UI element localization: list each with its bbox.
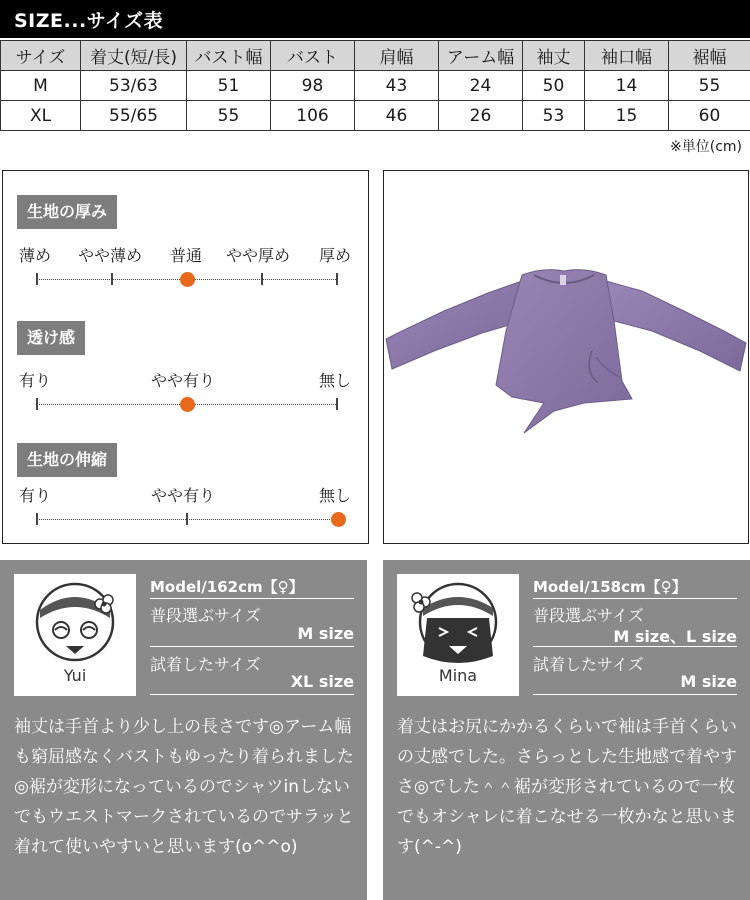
table-cell: M [1,71,81,101]
product-photo-panel [383,170,749,544]
scale-text: 薄め [19,246,52,265]
column-header: 袖丈 [523,41,585,71]
scale-tick [36,398,38,410]
avatar [14,574,136,696]
table-cell: 55 [669,71,750,101]
column-header: アーム幅 [439,41,523,71]
scale-tick [36,273,38,285]
tried-size-label: 試着したサイズ [533,655,644,674]
sheerness-indicator-dot [180,397,195,412]
usual-size-label: 普段選ぶサイズ [150,606,261,625]
tried-size-value: M size [680,672,737,691]
fabric-panel [2,170,369,544]
table-cell: 60 [669,101,750,131]
table-cell: 43 [355,71,439,101]
column-header: 裾幅 [669,41,750,71]
model-comment: 着丈はお尻にかかるくらいで袖は手首くらいの丈感でした。さらっとした生地感で着やすさ◎でした＾＾裾が変形されているので一枚でもオシャレに着こなせる一枚かなと思います(^-^) [397,717,737,857]
unit-note: ※単位(cm) [670,139,742,155]
usual-size-label: 普段選ぶサイズ [533,606,644,625]
scale-text: 普通 [170,246,203,265]
divider [150,694,354,695]
scale-tick [336,273,338,285]
scale-tick [111,273,113,285]
model-card-mina [383,560,750,900]
scale-tick [36,513,38,525]
table-cell: 46 [355,101,439,131]
fabric-sheerness-label: 透け感 [17,321,85,355]
divider [150,598,354,599]
table-cell: 15 [585,101,669,131]
table-cell: 106 [271,101,355,131]
model-height-heading: Model/158cm【♀】 [533,578,687,596]
table-cell: 14 [585,71,669,101]
model-card-yui [0,560,367,900]
divider [533,598,737,599]
model-comment: 袖丈は手首より少し上の長さです◎アーム幅も窮屈感なくバストもゆったり着られました◎裾が変形になっているのでシャツinしないでもウエストマークされているのでサラッと着れて使いやすいと思います(o^^o) [14,717,354,857]
table-cell: 53 [523,101,585,131]
size-table [0,40,750,131]
column-header: バスト [271,41,355,71]
model-height-heading: Model/162cm【♀】 [150,578,304,596]
table-cell: 98 [271,71,355,101]
scale-text: 有り [19,486,52,505]
model-name: Mina [438,666,478,685]
size-title: SIZE...サイズ表 [14,10,164,32]
scale-text: やや薄め [78,246,143,265]
scale-text: 有り [19,371,52,390]
usual-size-value: M size、L size [613,627,737,646]
size-header [0,0,750,38]
table-cell: XL [1,101,81,131]
tried-size-value: XL size [290,672,354,691]
column-header: 着丈(短/長) [81,41,187,71]
usual-size-value: M size [297,624,354,643]
scale-tick [186,513,188,525]
table-cell: 53/63 [81,71,187,101]
stretch-indicator-dot [331,512,346,527]
scale-text: やや有り [151,371,216,390]
table-cell: 24 [439,71,523,101]
column-header: サイズ [1,41,81,71]
table-cell: 51 [187,71,271,101]
scale-tick [261,273,263,285]
table-cell: 26 [439,101,523,131]
scale-text: 厚め [319,246,352,265]
model-face-icon [397,574,519,666]
scale-text: やや厚め [226,246,291,265]
table-cell: 55 [187,101,271,131]
column-header: 袖口幅 [585,41,669,71]
table-row [1,71,750,101]
column-header: 肩幅 [355,41,439,71]
model-name: Yui [63,666,87,685]
thickness-indicator-dot [180,272,195,287]
table-header-row [1,41,750,71]
purple-blouse-image [384,171,747,542]
divider [533,694,737,695]
scale-tick [336,398,338,410]
column-header: バスト幅 [187,41,271,71]
divider [150,646,354,647]
tried-size-label: 試着したサイズ [150,655,261,674]
divider [533,646,737,647]
model-face-icon [14,574,136,666]
table-cell: 50 [523,71,585,101]
fabric-thickness-label: 生地の厚み [17,195,117,229]
table-row [1,101,750,131]
scale-text: 無し [319,371,352,390]
table-cell: 55/65 [81,101,187,131]
fabric-stretch-label: 生地の伸縮 [17,443,117,477]
avatar [397,574,519,696]
scale-text: やや有り [151,486,216,505]
scale-text: 無し [319,486,352,505]
